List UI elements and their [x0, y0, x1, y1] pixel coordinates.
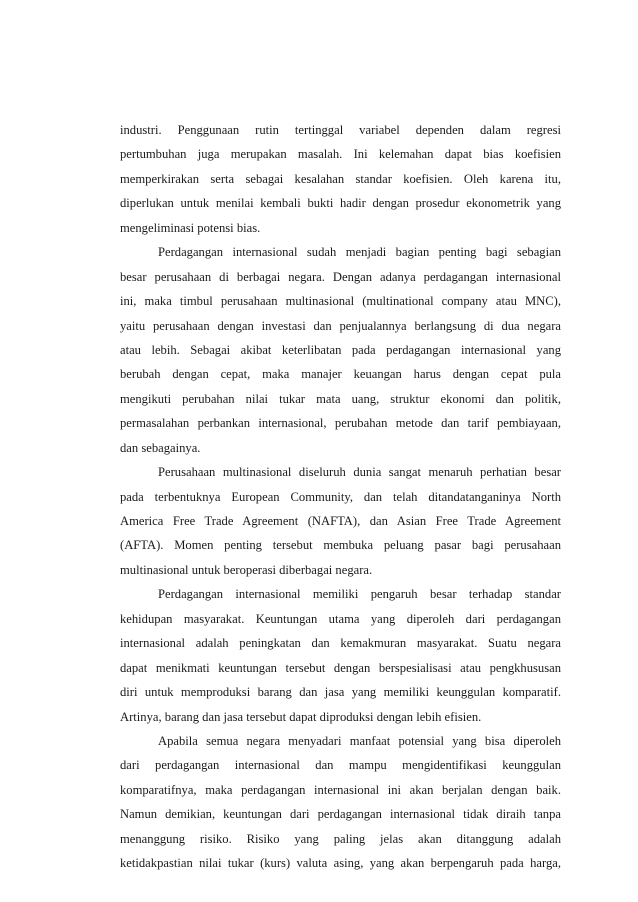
text-line: pertumbuhan juga merupakan masalah. Ini kelemahan dapat bias koefisien	[120, 147, 561, 162]
text-line: dari perdagangan internasional dan mampu mengidentifikasi keunggulan	[120, 758, 561, 773]
text-line: mengeliminasi potensi bias.	[120, 220, 261, 235]
paragraph-first-line: Perusahaan multinasional diseluruh dunia sangat menaruh perhatian besar	[158, 465, 561, 480]
text-line: menanggung risiko. Risiko yang paling jelas akan ditanggung adalah	[120, 831, 561, 846]
text-line: America Free Trade Agreement (NAFTA), dan Asian Free Trade Agreement	[120, 514, 561, 528]
text-line: memperkirakan serta sebagai kesalahan standar koefisien. Oleh karena itu,	[120, 171, 561, 186]
text-line: diri untuk memproduksi barang dan jasa yang memiliki keunggulan komparatif.	[120, 685, 561, 700]
text-line: besar perusahaan di berbagai negara. Dengan adanya perdagangan internasional	[120, 269, 561, 284]
text-line: permasalahan perbankan internasional, perubahan metode dan tarif pembiayaan,	[120, 416, 561, 431]
paragraph-first-line: Perdagangan internasional memiliki pengaruh besar terhadap standar	[158, 587, 561, 602]
text-line: (AFTA). Momen penting tersebut membuka peluang pasar bagi perusahaan	[120, 538, 561, 553]
body-text	[120, 118, 561, 876]
text-line: ketidakpastian nilai tukar (kurs) valuta asing, yang akan berpengaruh pada harga,	[120, 856, 561, 871]
text-line: ini, maka timbul perusahaan multinasional (multinational company atau MNC),	[120, 294, 561, 309]
text-line: atau lebih. Sebagai akibat keterlibatan pada perdagangan internasional yang	[120, 342, 561, 357]
paragraph-first-line: Apabila semua negara menyadari manfaat potensial yang bisa diperoleh	[158, 733, 561, 748]
text-line: Artinya, barang dan jasa tersebut dapat diproduksi dengan lebih efisien.	[120, 709, 482, 724]
text-line: berubah dengan cepat, maka manajer keuangan harus dengan cepat pula	[120, 367, 561, 382]
text-line: kehidupan masyarakat. Keuntungan utama yang diperoleh dari perdagangan	[120, 611, 561, 626]
text-line: multinasional untuk beroperasi diberbagai negara.	[120, 562, 373, 577]
text-line: industri. Penggunaan rutin tertinggal variabel dependen dalam regresi	[120, 123, 561, 137]
text-line: dapat menikmati keuntungan tersebut dengan berspesialisasi atau pengkhususan	[120, 660, 561, 675]
text-line: dan sebagainya.	[120, 440, 201, 455]
text-line: yaitu perusahaan dengan investasi dan penjualannya berlangsung di dua negara	[120, 318, 561, 333]
text-line: Namun demikian, keuntungan dari perdagangan internasional tidak diraih tanpa	[120, 807, 561, 822]
text-line: pada terbentuknya European Community, dan telah ditandatanganinya North	[120, 489, 561, 504]
text-line: komparatifnya, maka perdagangan internasional ini akan berjalan dengan baik.	[120, 782, 561, 797]
text-line: mengikuti perubahan nilai tukar mata uang, struktur ekonomi dan politik,	[120, 391, 561, 406]
paragraph-first-line: Perdagangan internasional sudah menjadi bagian penting bagi sebagian	[158, 245, 561, 260]
text-line: internasional adalah peningkatan dan kemakmuran masyarakat. Suatu negara	[120, 636, 561, 651]
text-line: diperlukan untuk menilai kembali bukti hadir dengan prosedur ekonometrik yang	[120, 196, 561, 211]
